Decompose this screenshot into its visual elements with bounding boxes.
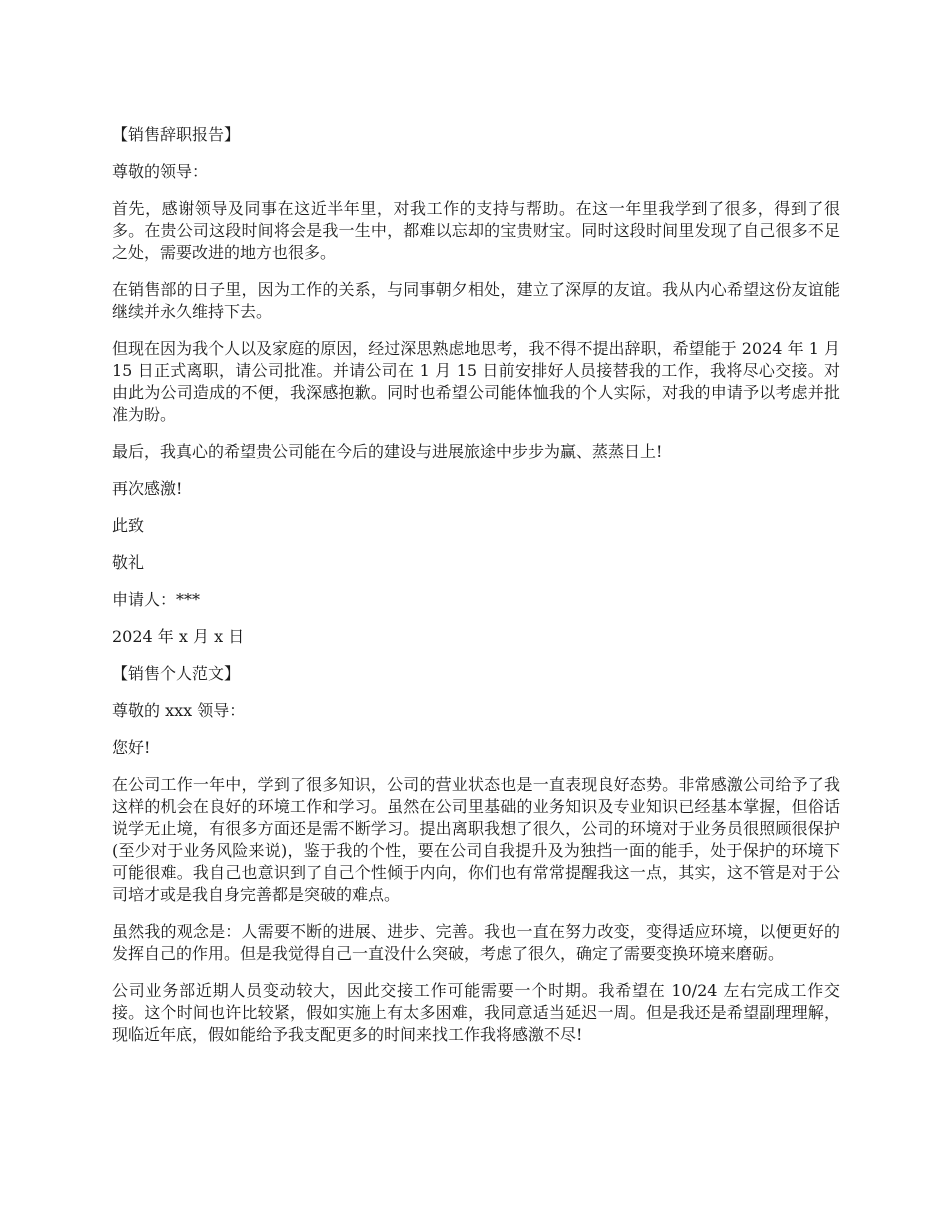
- applicant-signature: 申请人：***: [112, 590, 201, 609]
- salutation: 尊敬的 xxx 领导：: [112, 701, 246, 720]
- greeting: 您好!: [112, 738, 151, 757]
- body-paragraph: 首先，感谢领导及同事在这近半年里，对我工作的支持与帮助。在这一年里我学到了很多，得到了很多。在贵公司这段时间将会是我一生中，都难以忘却的宝贵财宝。同时这段时间里发现了自己很多不足之处，需要改进的地方也很多。: [112, 199, 840, 262]
- section-title-sample: 【销售个人范文】: [112, 664, 241, 683]
- salutation: 尊敬的领导：: [112, 162, 209, 181]
- closing-thanks: 再次感激!: [112, 479, 183, 498]
- body-paragraph: 在销售部的日子里，因为工作的关系，与同事朝夕相处，建立了深厚的友谊。我从内心希望这份友谊能继续并永久维持下去。: [112, 280, 840, 321]
- body-paragraph: 最后，我真心的希望贵公司能在今后的建设与进展旅途中步步为赢、蒸蒸日上!: [112, 442, 663, 461]
- closing-salute: 此致: [112, 516, 145, 535]
- signature-date: 2024 年 x 月 x 日: [112, 627, 245, 646]
- document-body: [112, 124, 840, 1061]
- body-paragraph: 但现在因为我个人以及家庭的原因，经过深思熟虑地思考，我不得不提出辞职，希望能于 2024 年 1 月 15 日正式离职，请公司批准。并请公司在 1 月 15 日前安排好人员接替我的工作，我将尽心交接。对由此为公司造成的不便，我深感抱歉。同时也希望公司能体恤我的个人实际，对我的申请予以考虑并批准为盼。: [112, 339, 840, 424]
- section-title-resignation: 【销售辞职报告】: [112, 125, 241, 144]
- closing-regards: 敬礼: [112, 553, 145, 572]
- body-paragraph: 在公司工作一年中，学到了很多知识，公司的营业状态也是一直表现良好态势。非常感激公司给予了我这样的机会在良好的环境工作和学习。虽然在公司里基础的业务知识及专业知识已经基本掌握，但俗话说学无止境，有很多方面还是需不断学习。提出离职我想了很久，公司的环境对于业务员很照顾很保护(至少对于业务风险来说)，鉴于我的个性，要在公司自我提升及为独挡一面的能手，处于保护的环境下可能很难。我自己也意识到了自己个性倾于内向，你们也有常常提醒我这一点，其实，这不管是对于公司培才或是我自身完善都是突破的难点。: [112, 775, 840, 904]
- body-paragraph: 公司业务部近期人员变动较大，因此交接工作可能需要一个时期。我希望在 10/24 左右完成工作交接。这个时间也许比较紧，假如实施上有太多困难，我同意适当延迟一周。但是我还是希望副理理解，现临近年底，假如能给予我支配更多的时间来找工作我将感激不尽!: [112, 981, 840, 1044]
- body-paragraph: 虽然我的观念是：人需要不断的进展、进步、完善。我也一直在努力改变，变得适应环境，以便更好的发挥自己的作用。但是我觉得自己一直没什么突破，考虑了很久，确定了需要变换环境来磨砺。: [112, 922, 840, 963]
